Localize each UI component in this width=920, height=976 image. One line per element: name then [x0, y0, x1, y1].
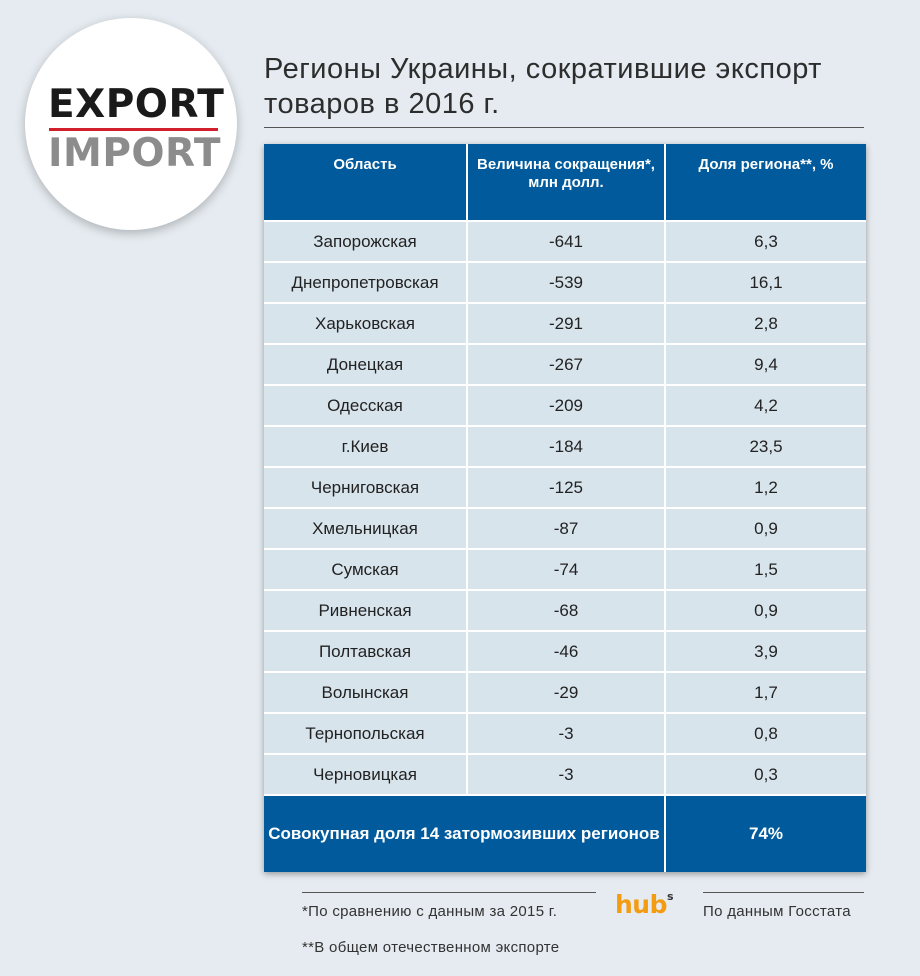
- table-row: [264, 263, 866, 304]
- total-row: [264, 796, 866, 872]
- cell-share: 0,9: [666, 509, 866, 550]
- cell-decrease: -3: [468, 714, 666, 755]
- cell-region: Черниговская: [264, 468, 468, 509]
- cell-share: 1,2: [666, 468, 866, 509]
- cell-region: Донецкая: [264, 345, 468, 386]
- cell-share: 9,4: [666, 345, 866, 386]
- cell-region: Черновицкая: [264, 755, 468, 796]
- page-title: Регионы Украины, сократившие экспорт товаров в 2016 г.: [264, 53, 822, 120]
- hub-logo-sup: s: [667, 889, 674, 903]
- cell-decrease: -3: [468, 755, 666, 796]
- hub-logo-text: hub: [615, 890, 667, 919]
- logo-import-text: IMPORT: [48, 131, 221, 176]
- cell-share: 1,5: [666, 550, 866, 591]
- table-body: [264, 222, 866, 796]
- footnote-2: **В общем отечественном экспорте: [302, 939, 560, 956]
- cell-region: Запорожская: [264, 222, 468, 263]
- cell-region: Полтавская: [264, 632, 468, 673]
- cell-decrease: -125: [468, 468, 666, 509]
- cell-region: Сумская: [264, 550, 468, 591]
- total-value: 74%: [666, 796, 866, 872]
- cell-decrease: -29: [468, 673, 666, 714]
- cell-decrease: -291: [468, 304, 666, 345]
- cell-decrease: -87: [468, 509, 666, 550]
- cell-region: г.Киев: [264, 427, 468, 468]
- cell-decrease: -209: [468, 386, 666, 427]
- table-row: [264, 427, 866, 468]
- source-note: По данным Госстата: [703, 903, 851, 920]
- header-share: Доля региона**, %: [666, 144, 866, 222]
- cell-share: 4,2: [666, 386, 866, 427]
- table-row: [264, 345, 866, 386]
- cell-decrease: -46: [468, 632, 666, 673]
- table-row: [264, 386, 866, 427]
- cell-decrease: -539: [468, 263, 666, 304]
- title-divider: [264, 127, 864, 128]
- header-region: Область: [264, 144, 468, 222]
- table-header-row: [264, 144, 866, 222]
- cell-share: 23,5: [666, 427, 866, 468]
- cell-share: 3,9: [666, 632, 866, 673]
- cell-share: 6,3: [666, 222, 866, 263]
- footnote-divider-right: [703, 892, 864, 893]
- cell-share: 0,3: [666, 755, 866, 796]
- cell-share: 16,1: [666, 263, 866, 304]
- cell-region: Хмельницкая: [264, 509, 468, 550]
- cell-decrease: -641: [468, 222, 666, 263]
- cell-region: Тернопольская: [264, 714, 468, 755]
- table-row: [264, 673, 866, 714]
- footnote-divider-left: [302, 892, 596, 893]
- cell-share: 0,9: [666, 591, 866, 632]
- table-row: [264, 509, 866, 550]
- cell-decrease: -68: [468, 591, 666, 632]
- total-label: Совокупная доля 14 затормозивших регионов: [264, 796, 666, 872]
- cell-share: 2,8: [666, 304, 866, 345]
- table-row: [264, 222, 866, 263]
- cell-decrease: -267: [468, 345, 666, 386]
- cell-share: 1,7: [666, 673, 866, 714]
- table-row: [264, 591, 866, 632]
- cell-region: Харьковская: [264, 304, 468, 345]
- cell-region: Волынская: [264, 673, 468, 714]
- table-row: [264, 304, 866, 345]
- cell-region: Днепропетровская: [264, 263, 468, 304]
- header-decrease: Величина сокращения*, млн долл.: [468, 144, 666, 222]
- hub-logo: [615, 890, 673, 919]
- cell-region: Ривненская: [264, 591, 468, 632]
- cell-share: 0,8: [666, 714, 866, 755]
- table-row: [264, 632, 866, 673]
- table-row: [264, 714, 866, 755]
- table-row: [264, 755, 866, 796]
- table-row: [264, 550, 866, 591]
- footnote-1: *По сравнению с данным за 2015 г.: [302, 903, 558, 920]
- cell-decrease: -74: [468, 550, 666, 591]
- cell-region: Одесская: [264, 386, 468, 427]
- logo-export-text: EXPORT: [48, 82, 225, 127]
- table-row: [264, 468, 866, 509]
- regions-table: [264, 144, 866, 872]
- cell-decrease: -184: [468, 427, 666, 468]
